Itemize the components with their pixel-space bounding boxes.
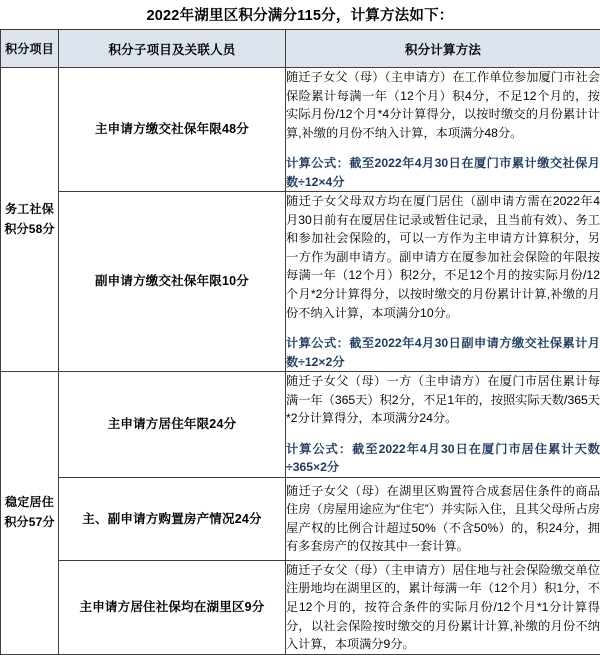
table-header-row bbox=[1, 30, 600, 68]
subitem-cell: 主、副申请方购置房产情况24分 bbox=[59, 477, 286, 560]
table-header bbox=[1, 30, 600, 68]
subitem-cell: 主申请方居住社保均在湖里区9分 bbox=[59, 560, 286, 654]
subitem-cell: 主申请方居住年限24分 bbox=[59, 372, 286, 478]
method-formula-text: 计算公式：截至2022年4月30日副申请方缴交社保累计月数÷12×2分 bbox=[286, 334, 600, 371]
score-rules-table bbox=[0, 29, 600, 655]
method-cell bbox=[286, 560, 600, 654]
method-body-text: 随迁子女父（母）（主申请方）居住地与社会保险缴交单位注册地均在湖里区的，累计每满一年（12个月）积1分，不足12个月的，按符合条件的实际月份/12个月*1分计算得分，以社会保险按时缴交的月份累计计算,补缴的月份不纳入计算，本项满分9分。 bbox=[286, 561, 600, 654]
method-body-text: 随迁子女父（母）在湖里区购置符合成套居住条件的商品住房（房屋用途应为“住宅”）并实际入住，且其父母所占房屋产权的比例合计超过50%（不含50%）的，积24分，拥有多套房产的仅按其中一套计算。 bbox=[286, 482, 600, 556]
method-cell bbox=[286, 68, 600, 192]
category-cell-work-social-insurance: 务工社保积分58分 bbox=[1, 68, 59, 372]
table-row bbox=[1, 68, 600, 192]
method-formula-text: 计算公式：截至2022年4月30日在厦门市累计缴交社保月数÷12×4分 bbox=[286, 154, 600, 191]
page-title: 2022年湖里区积分满分115分，计算方法如下： bbox=[147, 4, 454, 25]
page-title-bar bbox=[0, 0, 600, 29]
category-cell-stable-residence: 稳定居住积分57分 bbox=[1, 372, 59, 654]
table-row bbox=[1, 477, 600, 560]
method-cell bbox=[286, 192, 600, 372]
method-body-text: 随迁子女父（母）（主申请方）在工作单位参加厦门市社会保险累计每满一年（12个月）积4分，不足12个月的，按实际月份/12个月*4分计算得分，以按时缴交的月份累计计算,补缴的月份不纳入计算，本项满分48分。 bbox=[286, 68, 600, 142]
table-row bbox=[1, 560, 600, 654]
table-row bbox=[1, 372, 600, 478]
column-header-subitem: 积分子项目及关联人员 bbox=[59, 30, 286, 68]
method-formula-text: 计算公式：截至2022年4月30日在厦门市居住累计天数÷365×2分 bbox=[286, 440, 600, 477]
table-row bbox=[1, 192, 600, 372]
subitem-cell: 副申请方缴交社保年限10分 bbox=[59, 192, 286, 372]
method-body-text: 随迁子女父母双方均在厦门居住（副申请方需在2022年4月30日前有在厦居住记录或暂住记录，且当前有效）、务工和参加社会保险的，可以一方作为主申请方计算积分，另一方作为副申请方。副申请方在厦参加社会保险的年限按每满一年（12个月）积2分，不足12个月的按实际月份/12个月*2分计算得分，以按时缴交的月份累计计算,补缴的月份不纳入计算，本项满分10分。 bbox=[286, 192, 600, 322]
subitem-cell: 主申请方缴交社保年限48分 bbox=[59, 68, 286, 192]
column-header-category: 积分项目 bbox=[1, 30, 59, 68]
table-body bbox=[1, 68, 600, 655]
method-body-text: 随迁子女父（母）一方（主申请方）在厦门市居住累计每满一年（365天）积2分，不足1年的，按照实际天数/365天*2分计算得分，本项满分24分。 bbox=[286, 372, 600, 428]
method-cell bbox=[286, 372, 600, 478]
column-header-method: 积分计算方法 bbox=[286, 30, 600, 68]
method-cell bbox=[286, 477, 600, 560]
